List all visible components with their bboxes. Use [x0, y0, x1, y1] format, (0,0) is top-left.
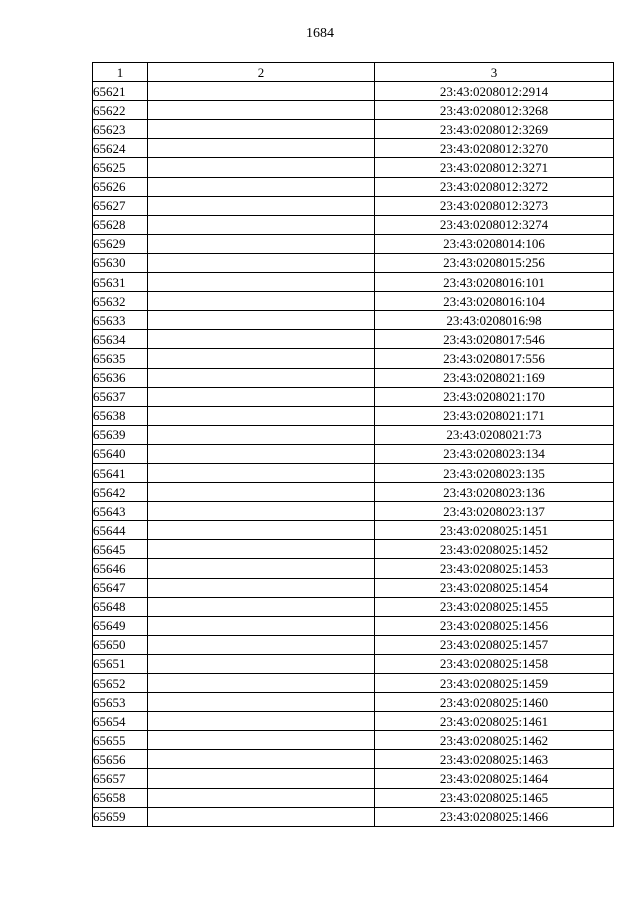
- table-row: [93, 559, 614, 578]
- cadastral-table: [92, 62, 614, 827]
- cadastral-number-cell: 23:43:0208025:1453: [375, 559, 614, 578]
- cadastral-number-cell: 23:43:0208021:170: [375, 387, 614, 406]
- table-row: [93, 120, 614, 139]
- empty-cell: [148, 788, 375, 807]
- row-number-cell: 65621: [93, 82, 148, 101]
- row-number-cell: 65632: [93, 292, 148, 311]
- row-number-cell: 65653: [93, 693, 148, 712]
- cadastral-number-cell: 23:43:0208025:1451: [375, 521, 614, 540]
- cadastral-number-cell: 23:43:0208015:256: [375, 253, 614, 272]
- empty-cell: [148, 807, 375, 826]
- cadastral-number-cell: 23:43:0208012:3273: [375, 196, 614, 215]
- row-number-cell: 65651: [93, 654, 148, 673]
- table-row: [93, 82, 614, 101]
- row-number-cell: 65637: [93, 387, 148, 406]
- table-row: [93, 406, 614, 425]
- row-number-cell: 65647: [93, 578, 148, 597]
- row-number-cell: 65636: [93, 368, 148, 387]
- cadastral-number-cell: 23:43:0208023:136: [375, 483, 614, 502]
- table-row: [93, 750, 614, 769]
- row-number-cell: 65655: [93, 731, 148, 750]
- table-row: [93, 578, 614, 597]
- empty-cell: [148, 540, 375, 559]
- empty-cell: [148, 502, 375, 521]
- empty-cell: [148, 750, 375, 769]
- cadastral-number-cell: 23:43:0208012:3272: [375, 177, 614, 196]
- cadastral-number-cell: 23:43:0208025:1456: [375, 616, 614, 635]
- empty-cell: [148, 234, 375, 253]
- cadastral-number-cell: 23:43:0208016:101: [375, 273, 614, 292]
- table-row: [93, 349, 614, 368]
- table-row: [93, 540, 614, 559]
- table-row: [93, 196, 614, 215]
- cadastral-number-cell: 23:43:0208025:1466: [375, 807, 614, 826]
- empty-cell: [148, 273, 375, 292]
- empty-cell: [148, 578, 375, 597]
- empty-cell: [148, 597, 375, 616]
- empty-cell: [148, 463, 375, 482]
- header-row: [93, 63, 614, 82]
- cadastral-number-cell: 23:43:0208025:1461: [375, 712, 614, 731]
- empty-cell: [148, 712, 375, 731]
- row-number-cell: 65658: [93, 788, 148, 807]
- cadastral-number-cell: 23:43:0208025:1463: [375, 750, 614, 769]
- cadastral-number-cell: 23:43:0208014:106: [375, 234, 614, 253]
- table-row: [93, 139, 614, 158]
- cadastral-number-cell: 23:43:0208025:1458: [375, 654, 614, 673]
- cadastral-number-cell: 23:43:0208016:98: [375, 311, 614, 330]
- empty-cell: [148, 731, 375, 750]
- table-row: [93, 807, 614, 826]
- table-row: [93, 654, 614, 673]
- empty-cell: [148, 253, 375, 272]
- table-row: [93, 693, 614, 712]
- cadastral-number-cell: 23:43:0208012:3271: [375, 158, 614, 177]
- column-header-1: 1: [93, 63, 148, 82]
- cadastral-number-cell: 23:43:0208012:3268: [375, 101, 614, 120]
- table-row: [93, 616, 614, 635]
- empty-cell: [148, 215, 375, 234]
- table-row: [93, 502, 614, 521]
- row-number-cell: 65629: [93, 234, 148, 253]
- cadastral-number-cell: 23:43:0208025:1452: [375, 540, 614, 559]
- row-number-cell: 65646: [93, 559, 148, 578]
- row-number-cell: 65645: [93, 540, 148, 559]
- row-number-cell: 65641: [93, 463, 148, 482]
- cadastral-number-cell: 23:43:0208012:2914: [375, 82, 614, 101]
- row-number-cell: 65635: [93, 349, 148, 368]
- empty-cell: [148, 196, 375, 215]
- empty-cell: [148, 311, 375, 330]
- cadastral-number-cell: 23:43:0208012:3269: [375, 120, 614, 139]
- table-row: [93, 215, 614, 234]
- table-row: [93, 521, 614, 540]
- table-row: [93, 731, 614, 750]
- row-number-cell: 65631: [93, 273, 148, 292]
- cadastral-number-cell: 23:43:0208016:104: [375, 292, 614, 311]
- cadastral-number-cell: 23:43:0208025:1460: [375, 693, 614, 712]
- empty-cell: [148, 693, 375, 712]
- cadastral-number-cell: 23:43:0208023:135: [375, 463, 614, 482]
- cadastral-number-cell: 23:43:0208017:556: [375, 349, 614, 368]
- empty-cell: [148, 521, 375, 540]
- table-row: [93, 253, 614, 272]
- row-number-cell: 65638: [93, 406, 148, 425]
- table-row: [93, 158, 614, 177]
- empty-cell: [148, 635, 375, 654]
- table-row: [93, 273, 614, 292]
- row-number-cell: 65642: [93, 483, 148, 502]
- row-number-cell: 65623: [93, 120, 148, 139]
- empty-cell: [148, 406, 375, 425]
- cadastral-number-cell: 23:43:0208012:3274: [375, 215, 614, 234]
- row-number-cell: 65659: [93, 807, 148, 826]
- table-row: [93, 712, 614, 731]
- row-number-cell: 65648: [93, 597, 148, 616]
- cadastral-number-cell: 23:43:0208017:546: [375, 330, 614, 349]
- table-row: [93, 463, 614, 482]
- row-number-cell: 65652: [93, 674, 148, 693]
- table-row: [93, 234, 614, 253]
- cadastral-number-cell: 23:43:0208025:1455: [375, 597, 614, 616]
- table-row: [93, 387, 614, 406]
- empty-cell: [148, 139, 375, 158]
- empty-cell: [148, 769, 375, 788]
- cadastral-number-cell: 23:43:0208021:73: [375, 425, 614, 444]
- cadastral-number-cell: 23:43:0208023:137: [375, 502, 614, 521]
- cadastral-number-cell: 23:43:0208025:1454: [375, 578, 614, 597]
- table-row: [93, 330, 614, 349]
- cadastral-number-cell: 23:43:0208025:1462: [375, 731, 614, 750]
- empty-cell: [148, 120, 375, 139]
- empty-cell: [148, 292, 375, 311]
- empty-cell: [148, 654, 375, 673]
- row-number-cell: 65628: [93, 215, 148, 234]
- table-row: [93, 788, 614, 807]
- row-number-cell: 65634: [93, 330, 148, 349]
- table-row: [93, 674, 614, 693]
- row-number-cell: 65657: [93, 769, 148, 788]
- cadastral-number-cell: 23:43:0208021:171: [375, 406, 614, 425]
- empty-cell: [148, 349, 375, 368]
- empty-cell: [148, 483, 375, 502]
- table-row: [93, 483, 614, 502]
- empty-cell: [148, 368, 375, 387]
- row-number-cell: 65643: [93, 502, 148, 521]
- empty-cell: [148, 559, 375, 578]
- row-number-cell: 65630: [93, 253, 148, 272]
- row-number-cell: 65656: [93, 750, 148, 769]
- row-number-cell: 65622: [93, 101, 148, 120]
- row-number-cell: 65624: [93, 139, 148, 158]
- table-header: [93, 63, 614, 82]
- cadastral-number-cell: 23:43:0208025:1459: [375, 674, 614, 693]
- table-row: [93, 368, 614, 387]
- page-number: 1684: [306, 26, 334, 41]
- table-row: [93, 311, 614, 330]
- empty-cell: [148, 158, 375, 177]
- empty-cell: [148, 387, 375, 406]
- empty-cell: [148, 425, 375, 444]
- table-row: [93, 597, 614, 616]
- table-row: [93, 101, 614, 120]
- cadastral-number-cell: 23:43:0208025:1465: [375, 788, 614, 807]
- row-number-cell: 65654: [93, 712, 148, 731]
- row-number-cell: 65644: [93, 521, 148, 540]
- empty-cell: [148, 444, 375, 463]
- row-number-cell: 65633: [93, 311, 148, 330]
- table-row: [93, 635, 614, 654]
- empty-cell: [148, 330, 375, 349]
- table-row: [93, 444, 614, 463]
- row-number-cell: 65640: [93, 444, 148, 463]
- empty-cell: [148, 101, 375, 120]
- cadastral-number-cell: 23:43:0208025:1457: [375, 635, 614, 654]
- column-header-2: 2: [148, 63, 375, 82]
- table-row: [93, 292, 614, 311]
- row-number-cell: 65627: [93, 196, 148, 215]
- table-row: [93, 769, 614, 788]
- row-number-cell: 65625: [93, 158, 148, 177]
- empty-cell: [148, 616, 375, 635]
- empty-cell: [148, 177, 375, 196]
- column-header-3: 3: [375, 63, 614, 82]
- row-number-cell: 65649: [93, 616, 148, 635]
- empty-cell: [148, 82, 375, 101]
- table-body: [93, 82, 614, 827]
- cadastral-number-cell: 23:43:0208025:1464: [375, 769, 614, 788]
- table-row: [93, 177, 614, 196]
- cadastral-number-cell: 23:43:0208023:134: [375, 444, 614, 463]
- cadastral-number-cell: 23:43:0208012:3270: [375, 139, 614, 158]
- row-number-cell: 65639: [93, 425, 148, 444]
- row-number-cell: 65650: [93, 635, 148, 654]
- table-row: [93, 425, 614, 444]
- row-number-cell: 65626: [93, 177, 148, 196]
- cadastral-number-cell: 23:43:0208021:169: [375, 368, 614, 387]
- empty-cell: [148, 674, 375, 693]
